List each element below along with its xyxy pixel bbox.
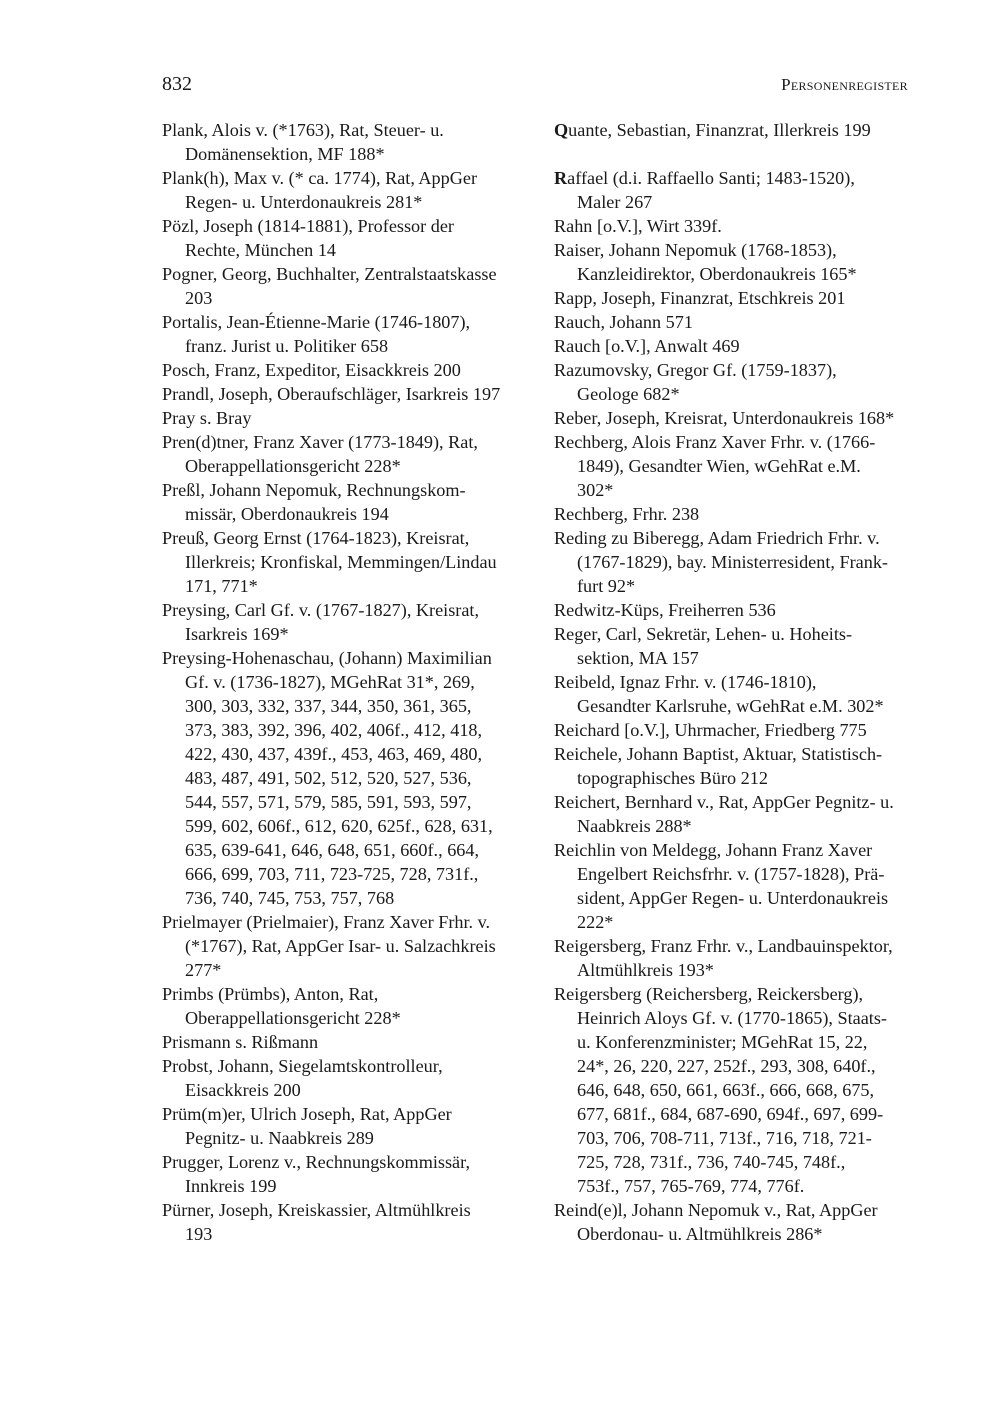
index-entry xyxy=(162,598,530,646)
index-entry-text: 599, 602, 606f., 612, 620, 625f., 628, 631, xyxy=(185,816,493,836)
index-entry-text: Pegnitz- u. Naabkreis 289 xyxy=(185,1128,374,1148)
index-entry-text: (1767-1829), bay. Ministerresident, Frank- xyxy=(577,552,888,572)
index-entry-line xyxy=(554,502,924,526)
index-entry-line xyxy=(554,1054,924,1078)
index-entry-text: Rauch [o.V.], Anwalt 469 xyxy=(554,336,740,356)
index-entry-line xyxy=(162,838,530,862)
index-entry-line xyxy=(554,1078,924,1102)
index-entry-text: Reichert, Bernhard v., Rat, AppGer Pegnitz- u. xyxy=(554,792,894,812)
index-entry-line xyxy=(554,982,924,1006)
index-entry-line xyxy=(162,238,530,262)
index-entry-text: Geologe 682* xyxy=(577,384,680,404)
index-entry-line xyxy=(162,1198,530,1222)
index-entry-line xyxy=(162,382,530,406)
index-entry-line xyxy=(554,358,924,382)
index-entry-line xyxy=(554,1222,924,1246)
index-entry-line xyxy=(554,454,924,478)
index-entry-text: Rapp, Joseph, Finanzrat, Etschkreis 201 xyxy=(554,288,846,308)
index-entry xyxy=(554,934,924,982)
index-entry-text: Eisackkreis 200 xyxy=(185,1080,301,1100)
index-entry-text: Rechberg, Alois Franz Xaver Frhr. v. (1766- xyxy=(554,432,876,452)
index-entry-text: Illerkreis; Kronfiskal, Memmingen/Lindau xyxy=(185,552,497,572)
index-entry-text: Preuß, Georg Ernst (1764-1823), Kreisrat, xyxy=(162,528,470,548)
index-entry xyxy=(554,310,924,334)
index-entry-line xyxy=(162,430,530,454)
index-entry-line xyxy=(162,646,530,670)
index-entry xyxy=(554,502,924,526)
index-entry-text: (*1767), Rat, AppGer Isar- u. Salzachkreis xyxy=(185,936,496,956)
section-initial-letter: Q xyxy=(554,120,569,140)
index-entry-text: Innkreis 199 xyxy=(185,1176,277,1196)
index-entry-text: Portalis, Jean-Étienne-Marie (1746-1807), xyxy=(162,312,471,332)
index-entry-text: 302* xyxy=(577,480,614,500)
index-entry-text: Reger, Carl, Sekretär, Lehen- u. Hoheits- xyxy=(554,624,853,644)
index-entry-text: Raiser, Johann Nepomuk (1768-1853), xyxy=(554,240,837,260)
index-entry-text: 24*, 26, 220, 227, 252f., 293, 308, 640f., xyxy=(577,1056,876,1076)
index-entry-line xyxy=(162,166,530,190)
index-entry-text: Posch, Franz, Expeditor, Eisackkreis 200 xyxy=(162,360,461,380)
index-entry-line xyxy=(554,478,924,502)
index-entry-line xyxy=(162,190,530,214)
index-entry-text: Oberappellationsgericht 228* xyxy=(185,1008,401,1028)
index-entry-text: 635, 639-641, 646, 648, 651, 660f., 664, xyxy=(185,840,480,860)
index-entry-text: Kanzleidirektor, Oberdonaukreis 165* xyxy=(577,264,857,284)
index-entry-text: Reichlin von Meldegg, Johann Franz Xaver xyxy=(554,840,873,860)
index-entry-text: 193 xyxy=(185,1224,213,1244)
index-entry-line xyxy=(554,526,924,550)
index-entry xyxy=(162,310,530,358)
index-entry-line xyxy=(162,478,530,502)
index-entry-text: 483, 487, 491, 502, 512, 520, 527, 536, xyxy=(185,768,472,788)
index-entry xyxy=(162,118,530,166)
index-entry-line xyxy=(162,670,530,694)
index-entry-line xyxy=(162,334,530,358)
index-entry-text: 753f., 757, 765-769, 774, 776f. xyxy=(577,1176,805,1196)
index-entry-line xyxy=(162,574,530,598)
index-entry xyxy=(162,382,530,406)
index-entry-line xyxy=(554,214,924,238)
index-entry-text: Rauch, Johann 571 xyxy=(554,312,693,332)
index-entry-line xyxy=(554,550,924,574)
section-initial-letter: R xyxy=(554,168,568,188)
index-entry-line xyxy=(162,1030,530,1054)
index-entry-text: 725, 728, 731f., 736, 740-745, 748f., xyxy=(577,1152,846,1172)
index-entry xyxy=(162,910,530,982)
index-entry-line xyxy=(162,214,530,238)
index-entry-line xyxy=(554,718,924,742)
index-entry-line xyxy=(162,886,530,910)
index-entry-line xyxy=(162,1054,530,1078)
index-entry-text: 300, 303, 332, 337, 344, 350, 361, 365, xyxy=(185,696,472,716)
index-entry-line xyxy=(554,262,924,286)
index-entry-line xyxy=(554,742,924,766)
index-entry-text: Rechte, München 14 xyxy=(185,240,337,260)
index-entry-text: Preysing, Carl Gf. v. (1767-1827), Kreisrat, xyxy=(162,600,480,620)
index-entry-text: 373, 383, 392, 396, 402, 406f., 412, 418, xyxy=(185,720,483,740)
index-entry-line xyxy=(554,910,924,934)
index-entry-line xyxy=(554,190,924,214)
index-entry xyxy=(554,214,924,238)
index-entry xyxy=(554,790,924,838)
index-entry-line xyxy=(554,1198,924,1222)
index-entry-text: affael (d.i. Raffaello Santi; 1483-1520), xyxy=(567,168,855,188)
index-entry-line xyxy=(554,862,924,886)
index-entry-line xyxy=(554,238,924,262)
index-entry-text: Razumovsky, Gregor Gf. (1759-1837), xyxy=(554,360,837,380)
index-entry-text: 677, 681f., 684, 687-690, 694f., 697, 699- xyxy=(577,1104,884,1124)
index-entry-line xyxy=(554,406,924,430)
index-entry xyxy=(554,286,924,310)
index-entry-line xyxy=(162,694,530,718)
index-entry-text: Prugger, Lorenz v., Rechnungskommissär, xyxy=(162,1152,471,1172)
index-entry-line xyxy=(162,934,530,958)
index-entry-text: Maler 267 xyxy=(577,192,653,212)
index-entry-text: Pogner, Georg, Buchhalter, Zentralstaatskasse xyxy=(162,264,497,284)
index-entry xyxy=(162,430,530,478)
index-entry-line xyxy=(162,982,530,1006)
left-index-column xyxy=(162,118,530,1246)
index-entry-line xyxy=(554,382,924,406)
index-entry xyxy=(554,598,924,622)
index-entry-text: Redwitz-Küps, Freiherren 536 xyxy=(554,600,776,620)
index-entry xyxy=(554,118,924,142)
right-index-column xyxy=(554,118,924,1246)
index-entry xyxy=(554,166,924,214)
index-entry-text: sektion, MA 157 xyxy=(577,648,699,668)
index-entry-line xyxy=(554,814,924,838)
index-entry-line xyxy=(554,958,924,982)
index-entry-text: Domänensektion, MF 188* xyxy=(185,144,385,164)
index-entry-text: Plank(h), Max v. (* ca. 1774), Rat, AppGer xyxy=(162,168,478,188)
index-entry-line xyxy=(162,1222,530,1246)
index-entry-line xyxy=(554,646,924,670)
index-entry-line xyxy=(162,286,530,310)
index-entry-text: Engelbert Reichsfrhr. v. (1757-1828), Prä- xyxy=(577,864,885,884)
index-entry-text: u. Konferenzminister; MGehRat 15, 22, xyxy=(577,1032,868,1052)
index-entry xyxy=(554,526,924,598)
page-number: 832 xyxy=(162,73,192,95)
index-entry-line xyxy=(162,1102,530,1126)
index-entry-text: topographisches Büro 212 xyxy=(577,768,768,788)
index-entry xyxy=(554,838,924,934)
index-entry xyxy=(554,982,924,1198)
index-entry-line xyxy=(162,118,530,142)
index-entry xyxy=(554,742,924,790)
index-entry-line xyxy=(162,1174,530,1198)
index-entry-text: 171, 771* xyxy=(185,576,258,596)
index-entry xyxy=(162,1054,530,1102)
index-entry-line xyxy=(162,1006,530,1030)
index-entry-line xyxy=(162,718,530,742)
index-entry-line xyxy=(554,1126,924,1150)
index-entry-line xyxy=(162,550,530,574)
index-entry-line xyxy=(554,574,924,598)
index-entry-line xyxy=(162,958,530,982)
index-entry xyxy=(554,622,924,670)
index-entry-line xyxy=(554,766,924,790)
index-entry-line xyxy=(554,670,924,694)
index-entry-line xyxy=(162,526,530,550)
index-entry-line xyxy=(554,838,924,862)
index-entry-text: Reichard [o.V.], Uhrmacher, Friedberg 775 xyxy=(554,720,867,740)
index-entry-line xyxy=(554,598,924,622)
index-entry-line xyxy=(162,742,530,766)
index-entry-line xyxy=(162,598,530,622)
index-entry-text: Prismann s. Rißmann xyxy=(162,1032,319,1052)
index-entry-text: sident, AppGer Regen- u. Unterdonaukreis xyxy=(577,888,889,908)
index-entry-line xyxy=(162,406,530,430)
index-entry xyxy=(162,358,530,382)
index-entry-text: 222* xyxy=(577,912,614,932)
index-entry-line xyxy=(554,1006,924,1030)
index-entry-line xyxy=(554,790,924,814)
index-entry xyxy=(554,334,924,358)
index-entry-line xyxy=(162,1126,530,1150)
running-head: Personenregister xyxy=(781,75,908,94)
index-entry-text: Altmühlkreis 193* xyxy=(577,960,714,980)
index-entry xyxy=(162,646,530,910)
index-entry-line xyxy=(554,286,924,310)
index-entry-text: Reigersberg (Reichersberg, Reickersberg), xyxy=(554,984,864,1004)
index-entry-text: franz. Jurist u. Politiker 658 xyxy=(185,336,389,356)
index-entry-text: Rechberg, Frhr. 238 xyxy=(554,504,700,524)
index-entry xyxy=(162,1150,530,1198)
index-entry-line xyxy=(554,1174,924,1198)
index-entry xyxy=(162,1198,530,1246)
index-entry-text: Oberdonau- u. Altmühlkreis 286* xyxy=(577,1224,823,1244)
index-entry-text: Plank, Alois v. (*1763), Rat, Steuer- u. xyxy=(162,120,444,140)
index-entry-text: 203 xyxy=(185,288,213,308)
index-entry-line xyxy=(554,886,924,910)
index-entry-line xyxy=(554,334,924,358)
index-entry xyxy=(162,214,530,262)
index-entry-text: 666, 699, 703, 711, 723-725, 728, 731f., xyxy=(185,864,479,884)
index-entry-text: Gf. v. (1736-1827), MGehRat 31*, 269, xyxy=(185,672,475,692)
index-entry-line xyxy=(162,790,530,814)
index-entry xyxy=(162,1030,530,1054)
index-entry-text: Reding zu Biberegg, Adam Friedrich Frhr. v. xyxy=(554,528,880,548)
index-entry-text: Rahn [o.V.], Wirt 339f. xyxy=(554,216,722,236)
index-entry-text: Preysing-Hohenaschau, (Johann) Maximilian xyxy=(162,648,492,668)
index-entry-line xyxy=(554,1150,924,1174)
index-entry xyxy=(162,1102,530,1150)
index-entry-text: Prandl, Joseph, Oberaufschläger, Isarkreis 197 xyxy=(162,384,501,404)
index-entry-text: 646, 648, 650, 661, 663f., 666, 668, 675, xyxy=(577,1080,875,1100)
index-entry-text: Reichele, Johann Baptist, Aktuar, Statistisch- xyxy=(554,744,883,764)
index-entry-text: Reber, Joseph, Kreisrat, Unterdonaukreis 168* xyxy=(554,408,895,428)
index-entry-text: Reind(e)l, Johann Nepomuk v., Rat, AppGer xyxy=(554,1200,878,1220)
index-entry xyxy=(554,670,924,718)
index-entry-text: Pürner, Joseph, Kreiskassier, Altmühlkreis xyxy=(162,1200,471,1220)
index-entry-text: Regen- u. Unterdonaukreis 281* xyxy=(185,192,423,212)
index-entry-text: Naabkreis 288* xyxy=(577,816,692,836)
index-entry-text: Reibeld, Ignaz Frhr. v. (1746-1810), xyxy=(554,672,817,692)
index-entry xyxy=(162,478,530,526)
index-entry xyxy=(162,526,530,598)
index-entry-text: 1849), Gesandter Wien, wGehRat e.M. xyxy=(577,456,861,476)
index-entry-line xyxy=(554,1030,924,1054)
index-entry-line xyxy=(162,142,530,166)
index-entry-line xyxy=(554,694,924,718)
index-entry-line xyxy=(554,430,924,454)
index-entry-line xyxy=(162,454,530,478)
index-entry-text: Pözl, Joseph (1814-1881), Professor der xyxy=(162,216,454,236)
index-entry xyxy=(162,262,530,310)
index-entry-line xyxy=(162,622,530,646)
index-entry-text: Probst, Johann, Siegelamtskontrolleur, xyxy=(162,1056,443,1076)
index-entry xyxy=(162,406,530,430)
index-entry-text: Isarkreis 169* xyxy=(185,624,289,644)
index-entry-text: Pren(d)tner, Franz Xaver (1773-1849), Rat, xyxy=(162,432,478,452)
index-entry-line xyxy=(162,862,530,886)
index-entry-text: Primbs (Prümbs), Anton, Rat, xyxy=(162,984,379,1004)
index-entry-line xyxy=(554,118,924,142)
index-entry-text: 422, 430, 437, 439f., 453, 463, 469, 480, xyxy=(185,744,483,764)
index-entry xyxy=(554,238,924,286)
index-entry-line xyxy=(162,358,530,382)
index-entry xyxy=(162,982,530,1030)
index-entry-text: Prüm(m)er, Ulrich Joseph, Rat, AppGer xyxy=(162,1104,452,1124)
index-entry xyxy=(554,718,924,742)
section-gap xyxy=(554,142,924,166)
index-entry-line xyxy=(162,814,530,838)
index-entry-line xyxy=(554,310,924,334)
index-entry-text: 277* xyxy=(185,960,222,980)
index-entry-text: uante, Sebastian, Finanzrat, Illerkreis 199 xyxy=(568,120,871,140)
index-entry-line xyxy=(554,622,924,646)
index-entry-text: Gesandter Karlsruhe, wGehRat e.M. 302* xyxy=(577,696,884,716)
index-entry-text: Oberappellationsgericht 228* xyxy=(185,456,401,476)
index-entry-text: Pray s. Bray xyxy=(162,408,252,428)
index-entry-line xyxy=(162,310,530,334)
index-entry-text: 544, 557, 571, 579, 585, 591, 593, 597, xyxy=(185,792,472,812)
index-entry xyxy=(554,406,924,430)
index-entry-text: Reigersberg, Franz Frhr. v., Landbauinspektor, xyxy=(554,936,893,956)
index-entry-line xyxy=(162,766,530,790)
index-entry-text: furt 92* xyxy=(577,576,636,596)
index-entry-text: 736, 740, 745, 753, 757, 768 xyxy=(185,888,395,908)
index-entry-text: 703, 706, 708-711, 713f., 716, 718, 721- xyxy=(577,1128,872,1148)
index-entry-line xyxy=(162,910,530,934)
index-entry xyxy=(162,166,530,214)
index-entry-text: missär, Oberdonaukreis 194 xyxy=(185,504,389,524)
index-entry-line xyxy=(162,1150,530,1174)
index-entry-line xyxy=(162,502,530,526)
index-entry-text: Preßl, Johann Nepomuk, Rechnungskom- xyxy=(162,480,466,500)
index-entry-line xyxy=(554,166,924,190)
index-entry xyxy=(554,358,924,406)
index-entry-text: Heinrich Aloys Gf. v. (1770-1865), Staats- xyxy=(577,1008,887,1028)
index-entry xyxy=(554,1198,924,1246)
index-entry-line xyxy=(554,1102,924,1126)
index-entry xyxy=(554,430,924,502)
index-entry-line xyxy=(554,934,924,958)
index-entry-line xyxy=(162,262,530,286)
index-entry-line xyxy=(162,1078,530,1102)
index-entry-text: Prielmayer (Prielmaier), Franz Xaver Frhr. v. xyxy=(162,912,491,932)
